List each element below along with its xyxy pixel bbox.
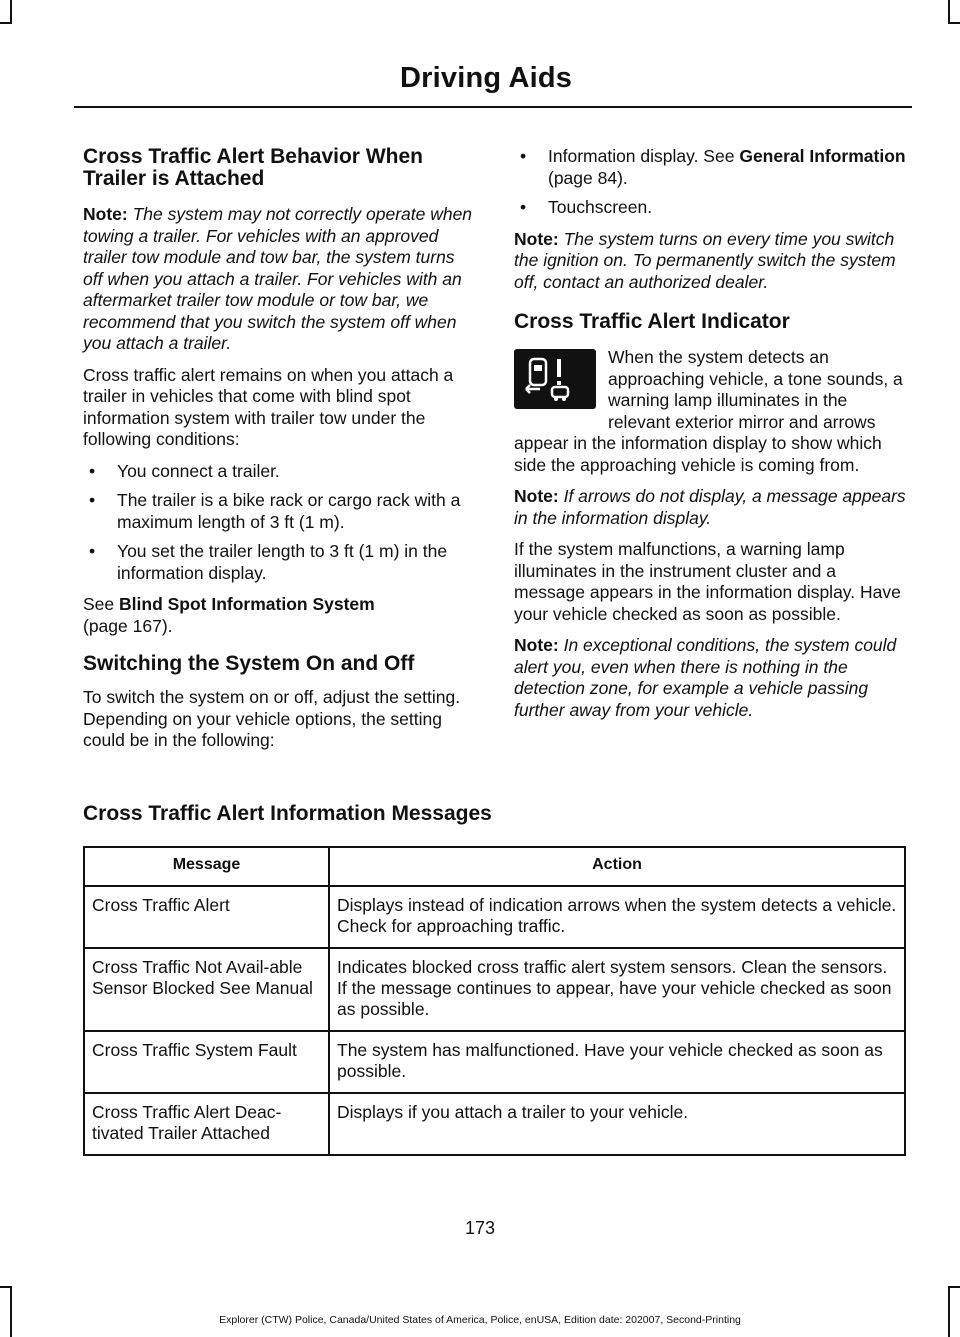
note-trailer bbox=[83, 204, 478, 355]
crop-mark-bottom-right-h bbox=[948, 1286, 960, 1288]
message-cell: Cross Traffic Alert Deac-tivated Trailer Attached bbox=[84, 1093, 329, 1155]
crop-mark-bottom-left-h bbox=[0, 1286, 12, 1288]
list-item-text: Touchscreen. bbox=[548, 197, 653, 217]
paragraph-indicator bbox=[514, 347, 909, 476]
info-display-suffix: (page 84). bbox=[548, 167, 628, 188]
see-suffix: (page 167). bbox=[83, 615, 173, 636]
note-text: The system may not correctly operate when towing a trailer. For vehicles with an approved trailer tow module and tow bar, the system turns off when you attach a trailer. For vehicles with an aftermarket trailer tow module or tow bar, we recommend that you switch the system off when you attach a trailer. bbox=[83, 204, 473, 353]
crop-mark-bottom-right-v bbox=[948, 1287, 950, 1337]
table-title: Cross Traffic Alert Information Messages bbox=[83, 802, 492, 825]
action-cell: Displays instead of indication arrows when the system detects a vehicle. Check for approaching traffic. bbox=[329, 886, 905, 948]
message-cell: Cross Traffic Alert bbox=[84, 886, 329, 948]
message-cell: Cross Traffic System Fault bbox=[84, 1031, 329, 1093]
bullet-icon: • bbox=[520, 146, 527, 166]
note-label: Note: bbox=[514, 228, 559, 249]
list-item bbox=[83, 541, 478, 584]
bullet-icon: • bbox=[89, 541, 96, 561]
page-header-title: Driving Aids bbox=[400, 62, 573, 94]
right-column bbox=[514, 146, 909, 731]
paragraph-trailer-conditions: Cross traffic alert remains on when you attach a trailer in vehicles that come with blind spot information system with trailer tow under the following conditions: bbox=[83, 364, 454, 449]
note-text: The system turns on every time you switch the ignition on. To permanently switch the system off, contact an authorized dealer. bbox=[514, 228, 896, 292]
action-cell: The system has malfunctioned. Have your vehicle checked as soon as possible. bbox=[329, 1031, 905, 1093]
list-item bbox=[514, 197, 909, 219]
crop-mark-bottom-left-v bbox=[10, 1287, 12, 1337]
crop-mark-top-left-h bbox=[0, 22, 12, 24]
note-ignition bbox=[514, 229, 909, 294]
conditions-list bbox=[83, 461, 478, 585]
note-text: If arrows do not display, a message appears in the information display. bbox=[514, 486, 906, 528]
heading-indicator: Cross Traffic Alert Indicator bbox=[514, 310, 790, 333]
column-header-action: Action bbox=[329, 847, 905, 886]
footer-edition-info: Explorer (CTW) Police, Canada/United States of America, Police, enUSA, Edition date: 202007, Second-Printing bbox=[219, 1314, 741, 1326]
settings-list bbox=[514, 146, 909, 219]
blind-spot-link[interactable]: Blind Spot Information System bbox=[119, 594, 375, 614]
see-reference bbox=[83, 594, 478, 637]
action-cell: Indicates blocked cross traffic alert system sensors. Clean the sensors. If the message continues to appear, have your vehicle checked as soon as possible. bbox=[329, 948, 905, 1031]
indicator-text: When the system detects an approaching vehicle, a tone sounds, a warning lamp illuminates in the relevant exterior mirror and arrows appear in the information display to show which side the approaching vehicle is coming from. bbox=[514, 347, 903, 475]
column-header-message: Message bbox=[84, 847, 329, 886]
bullet-icon: • bbox=[520, 197, 527, 217]
heading-trailer-behavior: Cross Traffic Alert Behavior When Trailer is Attached bbox=[83, 145, 423, 190]
note-label: Note: bbox=[83, 204, 128, 224]
list-item-text: You set the trailer length to 3 ft (1 m) in the information display. bbox=[117, 541, 448, 583]
paragraph-malfunction: If the system malfunctions, a warning lamp illuminates in the instrument cluster and a message appears in the information display. Have your vehicle checked as soon as possible. bbox=[514, 539, 901, 624]
page-number: 173 bbox=[464, 1218, 496, 1238]
note-arrows bbox=[514, 486, 909, 529]
note-exceptional bbox=[514, 635, 909, 721]
note-label: Note: bbox=[514, 486, 559, 506]
list-item-text: You connect a trailer. bbox=[117, 460, 280, 481]
crop-mark-top-left-v bbox=[10, 0, 12, 22]
table-row bbox=[84, 886, 905, 948]
table-row bbox=[84, 948, 905, 1031]
crop-mark-top-right-h bbox=[948, 22, 960, 24]
table-row bbox=[84, 1031, 905, 1093]
list-item bbox=[83, 461, 478, 483]
header-rule bbox=[74, 106, 912, 108]
note-text: In exceptional conditions, the system could alert you, even when there is nothing in the detection zone, for example a vehicle passing further away from your vehicle. bbox=[514, 635, 897, 720]
list-item-text: The trailer is a bike rack or cargo rack with a maximum length of 3 ft (1 m). bbox=[117, 490, 461, 532]
paragraph-switching: To switch the system on or off, adjust the setting. Depending on your vehicle options, the setting could be in the following: bbox=[83, 687, 461, 750]
left-column bbox=[83, 146, 478, 762]
note-label: Note: bbox=[514, 635, 559, 655]
general-information-link[interactable]: General Information bbox=[739, 146, 906, 166]
messages-table bbox=[83, 846, 906, 1156]
table-row bbox=[84, 1093, 905, 1155]
info-display-prefix: Information display. See bbox=[548, 146, 735, 166]
bullet-icon: • bbox=[89, 460, 96, 481]
cross-traffic-alert-icon bbox=[514, 349, 596, 409]
heading-switching: Switching the System On and Off bbox=[83, 652, 415, 675]
action-cell: Displays if you attach a trailer to your vehicle. bbox=[329, 1093, 905, 1155]
list-item bbox=[83, 490, 478, 533]
crop-mark-top-right-v bbox=[948, 0, 950, 22]
table-header-row bbox=[84, 847, 905, 886]
list-item bbox=[514, 146, 909, 189]
see-prefix: See bbox=[83, 594, 115, 614]
bullet-icon: • bbox=[89, 490, 96, 510]
message-cell: Cross Traffic Not Avail-able Sensor Blocked See Manual bbox=[84, 948, 329, 1031]
